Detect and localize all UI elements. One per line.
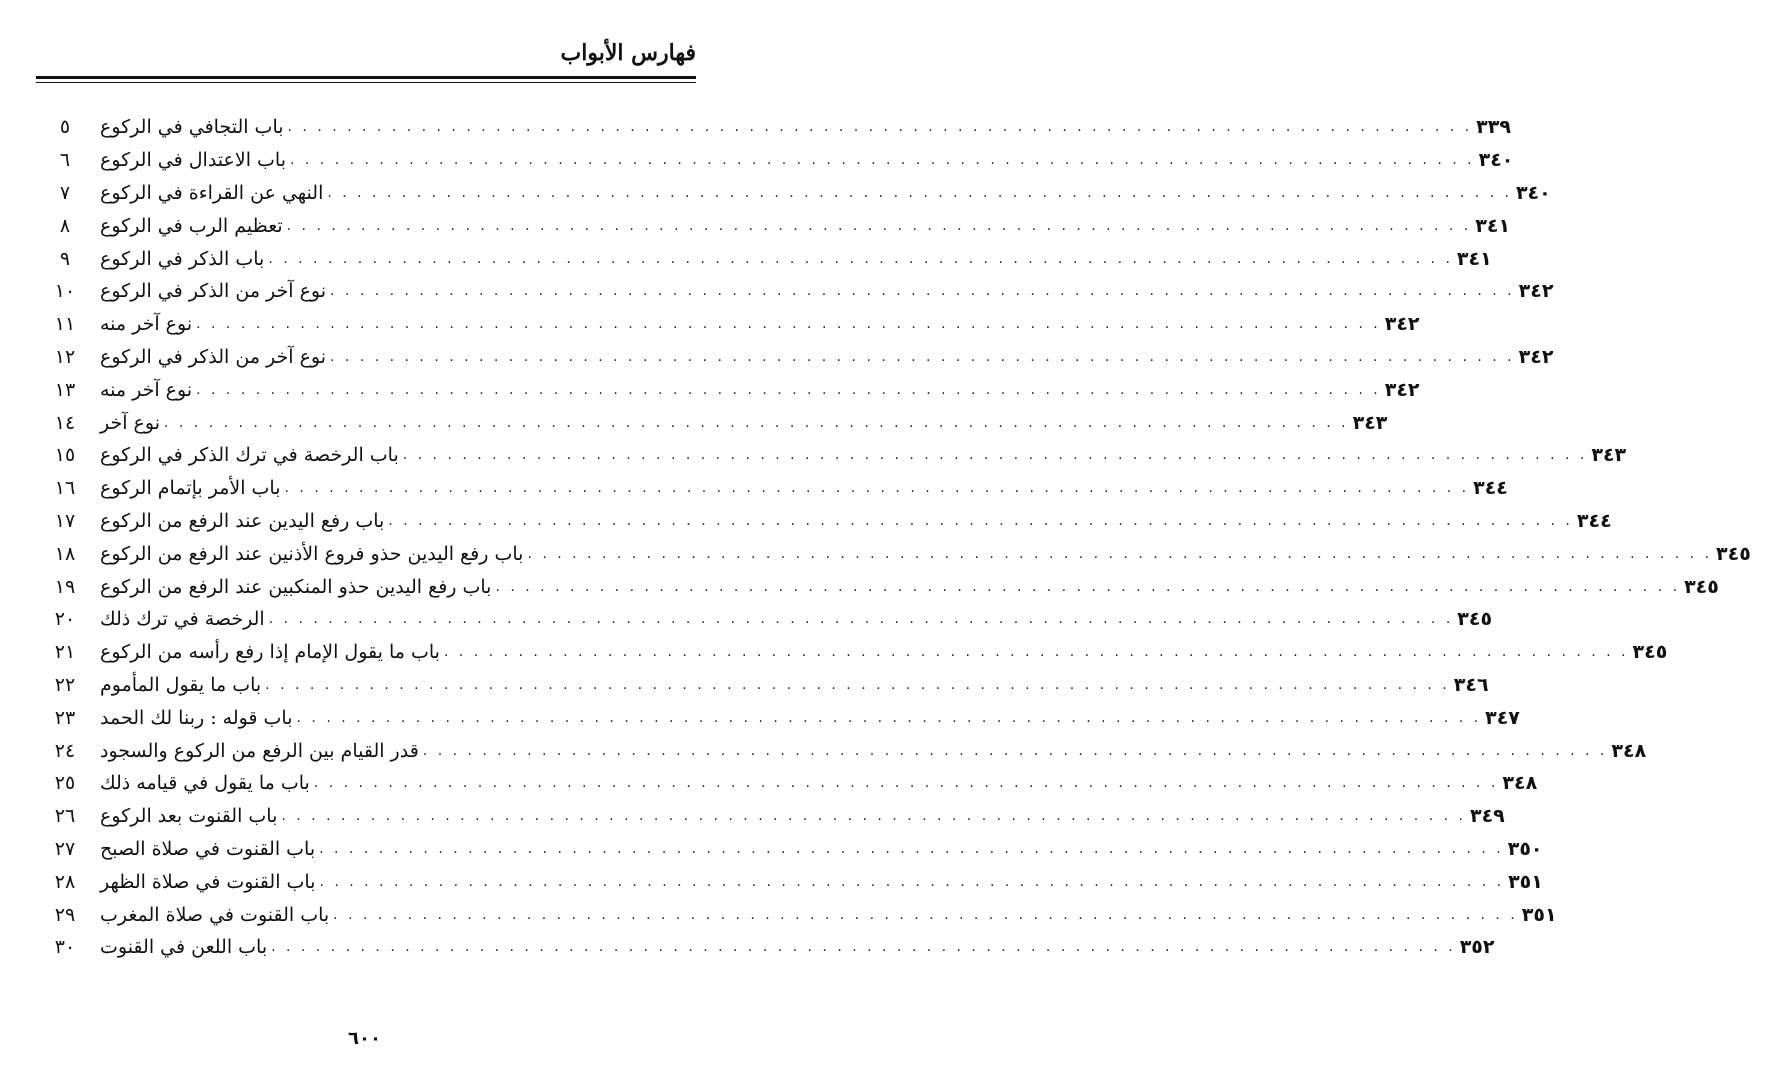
toc-entry-number: ٨ <box>59 214 71 237</box>
toc-entry-number: ١١ <box>54 313 76 336</box>
toc-entry-title: باب التجافي في الركوع <box>100 116 284 139</box>
toc-dot-leader: . . . . . . . . . . . . . . . . . . . . . . . . . . . . . . . . . . . . . . . . . . . . . . . . . . . . . . . . . . . . . . . . . . . . . . . . . . . . . . . . <box>527 545 1713 562</box>
toc-entry-page: ٣٤٦ <box>1453 673 1489 696</box>
toc-entry-title: باب ما يقول المأموم <box>100 673 262 696</box>
header-rule-thin <box>36 82 696 83</box>
toc-entry-number: ١٠ <box>54 280 76 303</box>
toc-entry-page: ٣٤٤ <box>1576 509 1612 532</box>
toc-entry-title: باب القنوت بعد الركوع <box>100 805 278 828</box>
toc-dot-leader: . . . . . . . . . . . . . . . . . . . . . . . . . . . . . . . . . . . . . . . . . . . . . . . . . . . . . . . . . . . . . . . . . . . . . . . . . . . . . . . . <box>268 611 1454 628</box>
toc-entry-number: ٢٨ <box>54 870 76 893</box>
toc-dot-leader: . . . . . . . . . . . . . . . . . . . . . . . . . . . . . . . . . . . . . . . . . . . . . . . . . . . . . . . . . . . . . . . . . . . . . . . . . . . . . . . . <box>402 447 1588 464</box>
toc-entry-number: ٦ <box>59 149 71 172</box>
toc-entry <box>36 341 1554 374</box>
toc-entry-page: ٣٤١ <box>1475 214 1511 237</box>
table-of-contents <box>36 111 1751 964</box>
toc-entry-number: ١٤ <box>54 411 76 434</box>
toc-entry <box>36 209 1511 242</box>
toc-entry-title: الرخصة في ترك ذلك <box>100 608 265 631</box>
toc-entry-title: باب اللعن في القنوت <box>100 936 268 959</box>
toc-dot-leader: . . . . . . . . . . . . . . . . . . . . . . . . . . . . . . . . . . . . . . . . . . . . . . . . . . . . . . . . . . . . . . . . . . . . . . . . . . . . . . . . <box>313 775 1499 792</box>
toc-entry-page: ٣٤٨ <box>1611 739 1647 762</box>
toc-entry <box>36 144 1514 177</box>
toc-entry-number: ٢٤ <box>54 739 76 762</box>
toc-entry <box>36 701 1520 734</box>
toc-entry-page: ٣٥٢ <box>1459 936 1495 959</box>
toc-dot-leader: . . . . . . . . . . . . . . . . . . . . . . . . . . . . . . . . . . . . . . . . . . . . . . . . . . . . . . . . . . . . . . . . . . . . . . . . . . . . . . . . <box>319 840 1504 857</box>
toc-entry-page: ٣٤٠ <box>1478 149 1514 172</box>
toc-entry-page: ٣٤٥ <box>1716 542 1751 565</box>
toc-entry-title: قدر القيام بين الرفع من الركوع والسجود <box>100 739 419 762</box>
toc-entry <box>36 898 1557 931</box>
toc-entry-number: ١٩ <box>54 575 76 598</box>
toc-entry-number: ٢٥ <box>54 772 76 795</box>
toc-dot-leader: . . . . . . . . . . . . . . . . . . . . . . . . . . . . . . . . . . . . . . . . . . . . . . . . . . . . . . . . . . . . . . . . . . . . . . . . . . . . . . . . <box>443 644 1629 661</box>
toc-entry <box>36 472 1508 505</box>
toc-entry <box>36 242 1492 275</box>
toc-entry-title: باب القنوت في صلاة الصبح <box>100 837 316 860</box>
toc-entry-page: ٣٤٠ <box>1515 181 1551 204</box>
toc-entry-page: ٣٤٣ <box>1352 411 1388 434</box>
toc-entry-title: باب رفع اليدين عند الرفع من الركوع <box>100 509 385 532</box>
toc-entry <box>36 636 1668 669</box>
toc-entry-page: ٣٤٥ <box>1684 575 1719 598</box>
toc-entry <box>36 406 1388 439</box>
toc-entry-title: نوع آخر منه <box>100 378 193 401</box>
toc-dot-leader: . . . . . . . . . . . . . . . . . . . . . . . . . . . . . . . . . . . . . . . . . . . . . . . . . . . . . . . . . . . . . . . . . . . . . . . . . . . . . . . . <box>330 348 1515 365</box>
toc-entry-title: باب القنوت في صلاة الظهر <box>100 870 316 893</box>
toc-entry-page: ٣٤٢ <box>1518 280 1554 303</box>
toc-entry-title: باب ما يقول الإمام إذا رفع رأسه من الركوع <box>100 641 440 664</box>
toc-entry <box>36 537 1751 570</box>
toc-entry-title: تعظيم الرب في الركوع <box>100 214 283 237</box>
toc-entry-page: ٣٣٩ <box>1476 116 1511 139</box>
toc-entry <box>36 865 1543 898</box>
toc-entry-title: باب الأمر بإتمام الركوع <box>100 477 281 500</box>
toc-entry-number: ١٥ <box>54 444 76 467</box>
header-rule-thick <box>36 76 696 79</box>
toc-dot-leader: . . . . . . . . . . . . . . . . . . . . . . . . . . . . . . . . . . . . . . . . . . . . . . . . . . . . . . . . . . . . . . . . . . . . . . . . . . . . . . . . <box>265 676 1450 693</box>
toc-dot-leader: . . . . . . . . . . . . . . . . . . . . . . . . . . . . . . . . . . . . . . . . . . . . . . . . . . . . . . . . . . . . . . . . . . . . . . . . . . . . . . . . <box>319 873 1505 890</box>
toc-entry-page: ٣٤٢ <box>1518 345 1554 368</box>
toc-dot-leader: . . . . . . . . . . . . . . . . . . . . . . . . . . . . . . . . . . . . . . . . . . . . . . . . . . . . . . . . . . . . . . . . . . . . . . . . . . . . . . . . <box>388 512 1573 529</box>
page-title: فهارس الأبواب <box>560 40 696 66</box>
toc-entry <box>36 833 1543 866</box>
toc-entry-number: ٣٠ <box>54 936 76 959</box>
toc-entry-page: ٣٤٧ <box>1485 706 1520 729</box>
toc-dot-leader: . . . . . . . . . . . . . . . . . . . . . . . . . . . . . . . . . . . . . . . . . . . . . . . . . . . . . . . . . . . . . . . . . . . . . . . . . . . . . . . . <box>284 480 1470 497</box>
toc-dot-leader: . . . . . . . . . . . . . . . . . . . . . . . . . . . . . . . . . . . . . . . . . . . . . . . . . . . . . . . . . . . . . . . . . . . . . . . . . . . . . . . . <box>281 808 1466 825</box>
toc-entry-number: ٢١ <box>54 641 76 664</box>
toc-entry-title: نوع آخر منه <box>100 313 193 336</box>
toc-entry-number: ٢٣ <box>54 706 76 729</box>
toc-entry-title: باب الرخصة في ترك الذكر في الركوع <box>100 444 399 467</box>
toc-entry-page: ٣٥٠ <box>1507 837 1543 860</box>
toc-entry-page: ٣٤٢ <box>1384 378 1420 401</box>
toc-dot-leader: . . . . . . . . . . . . . . . . . . . . . . . . . . . . . . . . . . . . . . . . . . . . . . . . . . . . . . . . . . . . . . . . . . . . . . . . . . . . . . . . <box>333 906 1518 923</box>
toc-entry-page: ٣٤٥ <box>1457 608 1493 631</box>
toc-entry <box>36 505 1612 538</box>
toc-dot-leader: . . . . . . . . . . . . . . . . . . . . . . . . . . . . . . . . . . . . . . . . . . . . . . . . . . . . . . . . . . . . . . . . . . . . . . . . . . . . . . . . <box>196 381 1381 398</box>
toc-entry-page: ٣٤٨ <box>1502 772 1538 795</box>
toc-dot-leader: . . . . . . . . . . . . . . . . . . . . . . . . . . . . . . . . . . . . . . . . . . . . . . . . . . . . . . . . . . . . . . . . . . . . . . . . . . . . . . . . <box>330 283 1515 300</box>
toc-entry <box>36 800 1505 833</box>
toc-entry-title: نوع آخر من الذكر في الركوع <box>100 280 327 303</box>
toc-dot-leader: . . . . . . . . . . . . . . . . . . . . . . . . . . . . . . . . . . . . . . . . . . . . . . . . . . . . . . . . . . . . . . . . . . . . . . . . . . . . . . . . <box>327 184 1512 201</box>
toc-entry <box>36 603 1493 636</box>
toc-entry-title: باب الاعتدال في الركوع <box>100 149 286 172</box>
toc-dot-leader: . . . . . . . . . . . . . . . . . . . . . . . . . . . . . . . . . . . . . . . . . . . . . . . . . . . . . . . . . . . . . . . . . . . . . . . . . . . . . . . . <box>268 250 1453 267</box>
toc-dot-leader: . . . . . . . . . . . . . . . . . . . . . . . . . . . . . . . . . . . . . . . . . . . . . . . . . . . . . . . . . . . . . . . . . . . . . . . . . . . . . . . . <box>196 316 1381 333</box>
toc-entry-page: ٣٤٩ <box>1469 805 1505 828</box>
toc-entry-number: ٢٦ <box>54 805 76 828</box>
toc-entry-number: ٢٩ <box>54 903 76 926</box>
toc-dot-leader: . . . . . . . . . . . . . . . . . . . . . . . . . . . . . . . . . . . . . . . . . . . . . . . . . . . . . . . . . . . . . . . . . . . . . . . . . . . . . . . . <box>271 939 1456 956</box>
toc-entry-page: ٣٥١ <box>1521 903 1557 926</box>
toc-entry-number: ٢٠ <box>54 608 76 631</box>
toc-entry-number: ١٧ <box>54 509 76 532</box>
toc-entry-page: ٣٤٢ <box>1384 313 1420 336</box>
toc-entry <box>36 439 1627 472</box>
toc-dot-leader: . . . . . . . . . . . . . . . . . . . . . . . . . . . . . . . . . . . . . . . . . . . . . . . . . . . . . . . . . . . . . . . . . . . . . . . . . . . . . . . . <box>422 742 1608 759</box>
page-number: ٦٠٠ <box>348 1028 381 1049</box>
toc-dot-leader: . . . . . . . . . . . . . . . . . . . . . . . . . . . . . . . . . . . . . . . . . . . . . . . . . . . . . . . . . . . . . . . . . . . . . . . . . . . . . . . . <box>164 414 1349 431</box>
toc-entry-number: ٩ <box>59 247 71 270</box>
toc-entry <box>36 275 1554 308</box>
toc-entry-page: ٣٤١ <box>1456 247 1492 270</box>
page-header <box>36 40 696 88</box>
toc-entry <box>36 111 1511 144</box>
toc-dot-leader: . . . . . . . . . . . . . . . . . . . . . . . . . . . . . . . . . . . . . . . . . . . . . . . . . . . . . . . . . . . . . . . . . . . . . . . . . . . . . . . . <box>296 709 1482 726</box>
toc-dot-leader: . . . . . . . . . . . . . . . . . . . . . . . . . . . . . . . . . . . . . . . . . . . . . . . . . . . . . . . . . . . . . . . . . . . . . . . . . . . . . . . . <box>290 152 1475 169</box>
toc-entry-page: ٣٤٥ <box>1632 641 1668 664</box>
toc-entry-number: ٢٧ <box>54 837 76 860</box>
toc-entry <box>36 931 1495 964</box>
toc-entry-title: النهي عن القراءة في الركوع <box>100 181 324 204</box>
toc-entry-page: ٣٥١ <box>1508 870 1543 893</box>
toc-dot-leader: . . . . . . . . . . . . . . . . . . . . . . . . . . . . . . . . . . . . . . . . . . . . . . . . . . . . . . . . . . . . . . . . . . . . . . . . . . . . . . . . <box>286 217 1472 234</box>
toc-entry-title: باب الذكر في الركوع <box>100 247 265 270</box>
toc-entry-title: باب القنوت في صلاة المغرب <box>100 903 330 926</box>
toc-entry-number: ١٣ <box>54 378 76 401</box>
toc-entry-number: ٥ <box>59 116 71 139</box>
toc-entry-number: ٢٢ <box>54 673 76 696</box>
toc-entry-title: باب رفع اليدين حذو المنكبين عند الرفع من الركوع <box>100 575 492 598</box>
toc-entry-page: ٣٤٤ <box>1473 477 1508 500</box>
toc-entry <box>36 767 1538 800</box>
toc-entry <box>36 373 1420 406</box>
toc-entry-title: باب ما يقول في قيامه ذلك <box>100 772 310 795</box>
toc-entry <box>36 177 1551 210</box>
toc-entry-number: ١٦ <box>54 477 76 500</box>
toc-dot-leader: . . . . . . . . . . . . . . . . . . . . . . . . . . . . . . . . . . . . . . . . . . . . . . . . . . . . . . . . . . . . . . . . . . . . . . . . . . . . . . . . <box>495 578 1681 595</box>
toc-entry-page: ٣٤٣ <box>1591 444 1627 467</box>
toc-entry-title: باب قوله : ربنا لك الحمد <box>100 706 293 729</box>
toc-entry <box>36 308 1420 341</box>
toc-entry-number: ١٨ <box>54 542 76 565</box>
toc-entry-title: باب رفع اليدين حذو فروع الأذنين عند الرفع من الركوع <box>100 542 524 565</box>
toc-dot-leader: . . . . . . . . . . . . . . . . . . . . . . . . . . . . . . . . . . . . . . . . . . . . . . . . . . . . . . . . . . . . . . . . . . . . . . . . . . . . . . . . <box>287 119 1473 136</box>
toc-entry-number: ٧ <box>59 181 71 204</box>
toc-entry-title: نوع آخر <box>100 411 160 434</box>
toc-entry <box>36 734 1647 767</box>
toc-entry <box>36 570 1719 603</box>
toc-entry <box>36 669 1489 702</box>
toc-entry-number: ١٢ <box>54 345 76 368</box>
toc-entry-title: نوع آخر من الذكر في الركوع <box>100 345 327 368</box>
